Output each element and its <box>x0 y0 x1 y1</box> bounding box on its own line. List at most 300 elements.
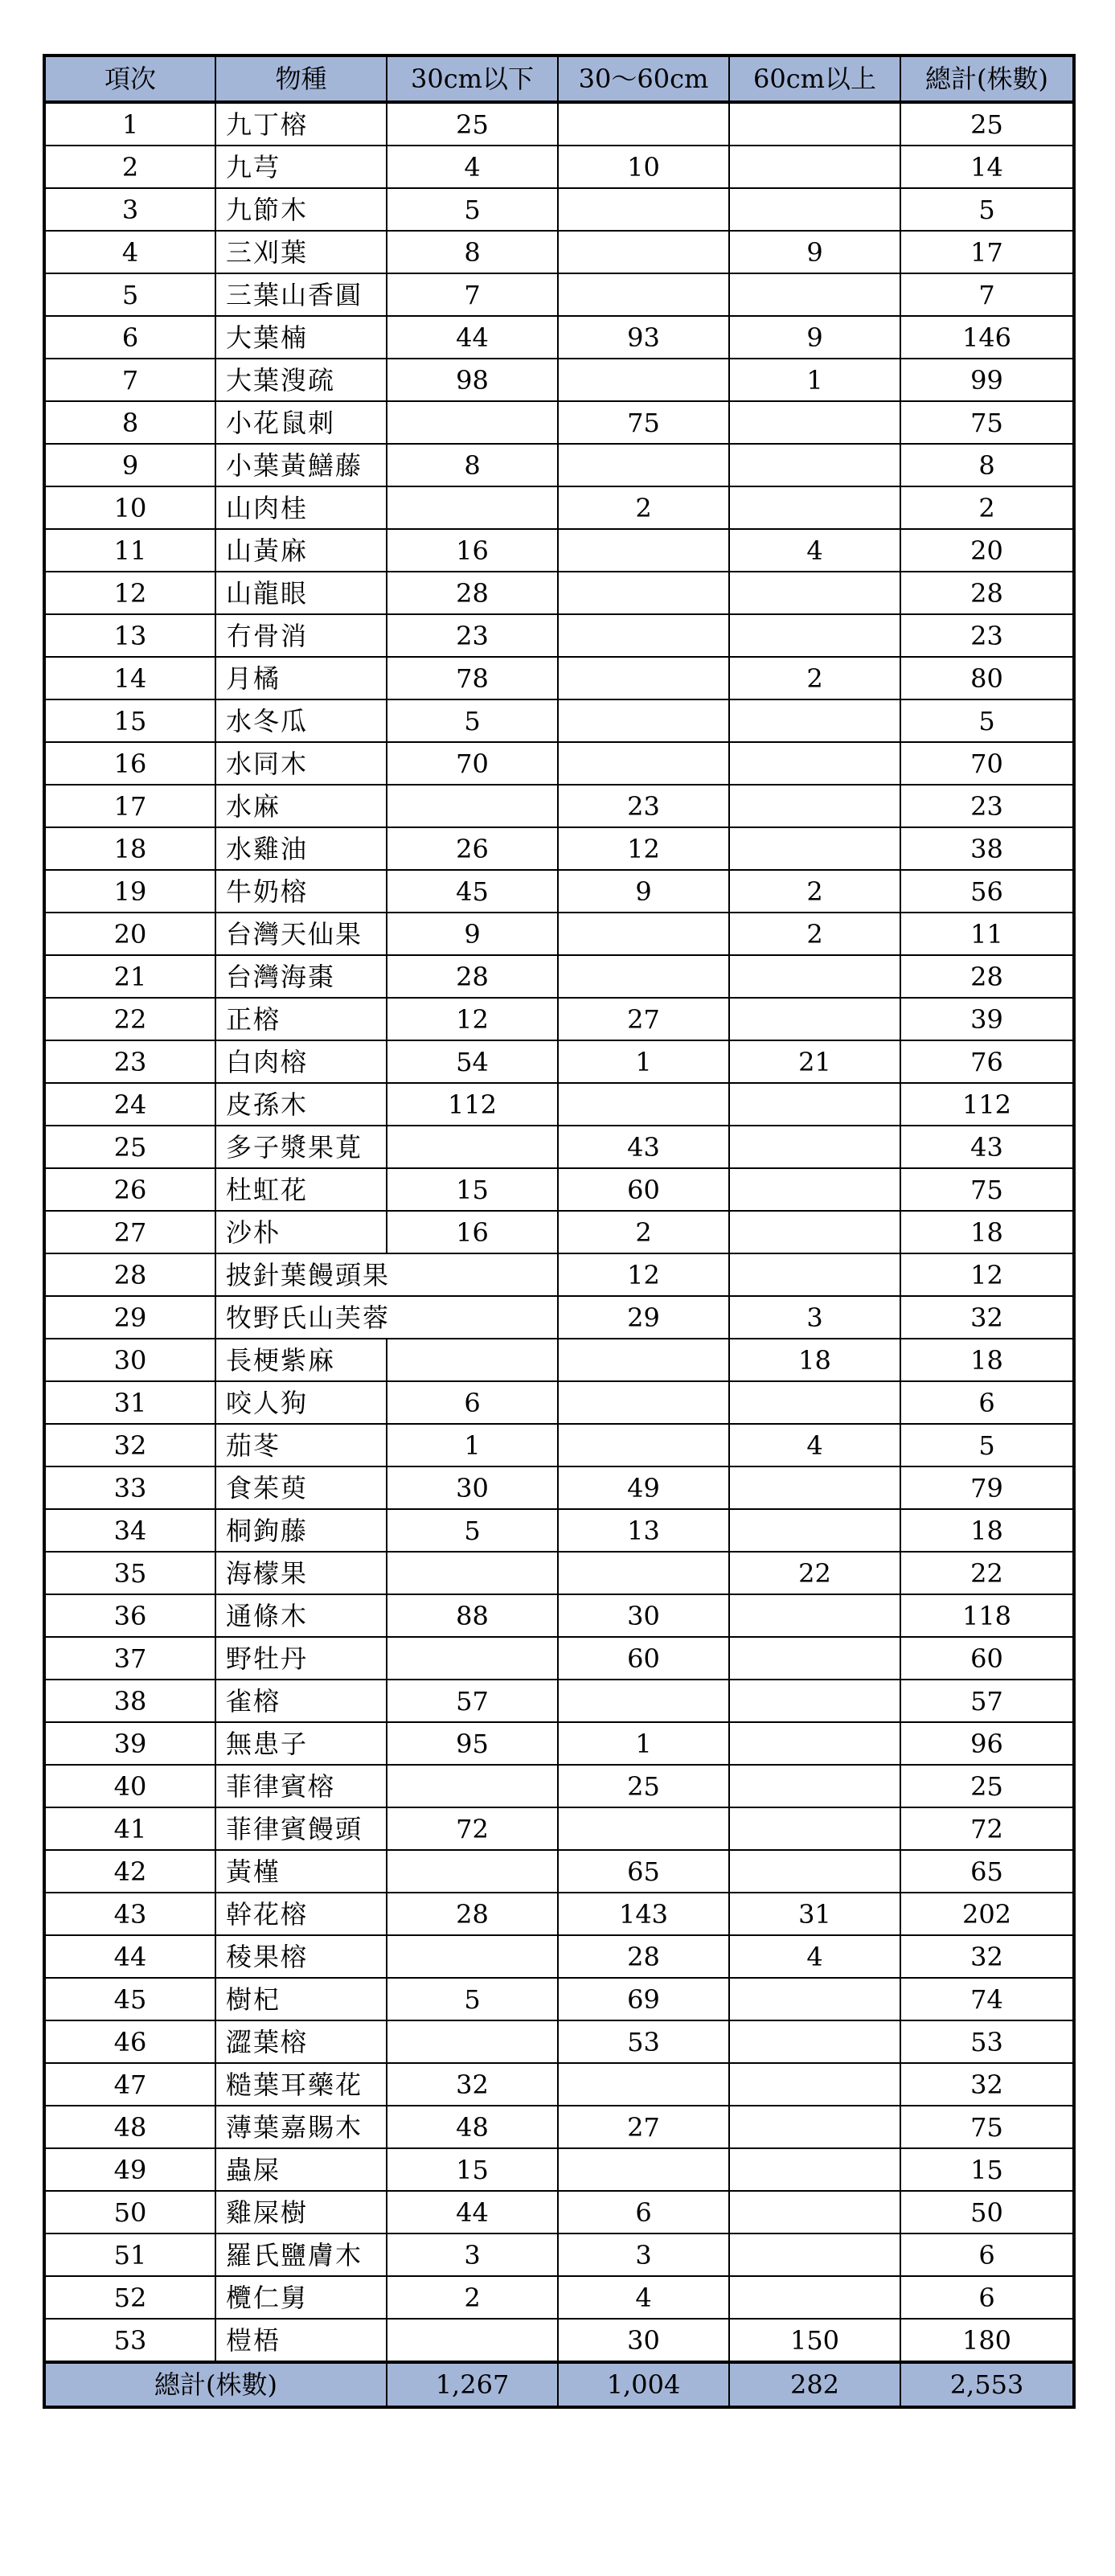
row-total: 80 <box>900 657 1074 699</box>
row-index: 41 <box>44 1807 215 1850</box>
row-total: 2 <box>900 486 1074 529</box>
table-row <box>44 529 1074 572</box>
count-30-60cm: 60 <box>558 1637 729 1680</box>
count-over-60cm <box>729 1083 900 1126</box>
count-30-60cm <box>558 529 729 572</box>
count-under-30cm: 112 <box>387 1083 558 1126</box>
species-name: 黃槿 <box>215 1850 387 1893</box>
count-under-30cm: 78 <box>387 657 558 699</box>
count-over-60cm <box>729 102 900 146</box>
count-under-30cm: 5 <box>387 188 558 231</box>
row-total: 6 <box>900 2276 1074 2319</box>
row-total: 180 <box>900 2319 1074 2362</box>
count-30-60cm: 29 <box>558 1296 729 1339</box>
row-index: 13 <box>44 614 215 657</box>
row-total: 76 <box>900 1040 1074 1083</box>
count-over-60cm: 4 <box>729 1424 900 1466</box>
count-under-30cm <box>387 1126 558 1168</box>
count-under-30cm: 9 <box>387 913 558 955</box>
count-over-60cm: 21 <box>729 1040 900 1083</box>
row-total: 11 <box>900 913 1074 955</box>
row-total: 18 <box>900 1211 1074 1253</box>
species-name: 薄葉嘉賜木 <box>215 2106 387 2148</box>
table-row <box>44 1253 1074 1296</box>
species-name: 山肉桂 <box>215 486 387 529</box>
count-30-60cm <box>558 699 729 742</box>
header-30-60cm: 30～60cm <box>558 55 729 102</box>
table-row <box>44 1637 1074 1680</box>
table-row <box>44 1765 1074 1807</box>
grand-total: 2,553 <box>900 2362 1074 2407</box>
count-over-60cm: 22 <box>729 1552 900 1594</box>
row-total: 32 <box>900 1935 1074 1978</box>
count-over-60cm: 4 <box>729 1935 900 1978</box>
count-30-60cm <box>558 2148 729 2191</box>
species-name: 小葉黃鱔藤 <box>215 444 387 486</box>
count-30-60cm <box>558 1680 729 1722</box>
row-total: 202 <box>900 1893 1074 1935</box>
row-index: 10 <box>44 486 215 529</box>
row-total: 43 <box>900 1126 1074 1168</box>
header-species: 物種 <box>215 55 387 102</box>
species-name: 稜果榕 <box>215 1935 387 1978</box>
count-over-60cm <box>729 2233 900 2276</box>
table-header <box>44 55 1074 102</box>
species-name: 杜虹花 <box>215 1168 387 1211</box>
count-30-60cm <box>558 1083 729 1126</box>
species-name: 榿梧 <box>215 2319 387 2362</box>
table-row <box>44 486 1074 529</box>
count-30-60cm: 9 <box>558 870 729 913</box>
species-name: 蟲屎 <box>215 2148 387 2191</box>
species-name: 雞屎樹 <box>215 2191 387 2233</box>
count-30-60cm <box>558 572 729 614</box>
count-over-60cm <box>729 614 900 657</box>
row-index: 18 <box>44 827 215 870</box>
count-30-60cm: 3 <box>558 2233 729 2276</box>
count-under-30cm: 70 <box>387 742 558 785</box>
table-row <box>44 785 1074 827</box>
count-over-60cm <box>729 572 900 614</box>
header-total: 總計(株數) <box>900 55 1074 102</box>
count-under-30cm: 28 <box>387 1893 558 1935</box>
count-under-30cm: 5 <box>387 699 558 742</box>
table-row <box>44 2063 1074 2106</box>
table-row <box>44 614 1074 657</box>
table-row <box>44 1381 1074 1424</box>
row-index: 31 <box>44 1381 215 1424</box>
count-under-30cm: 7 <box>387 273 558 316</box>
row-total: 18 <box>900 1509 1074 1552</box>
table-row <box>44 188 1074 231</box>
count-30-60cm: 10 <box>558 146 729 188</box>
species-name: 台灣海棗 <box>215 955 387 998</box>
header-over-60cm: 60cm以上 <box>729 55 900 102</box>
species-name: 欖仁舅 <box>215 2276 387 2319</box>
count-under-30cm <box>387 2319 558 2362</box>
table-row <box>44 1807 1074 1850</box>
row-total: 79 <box>900 1466 1074 1509</box>
table-row <box>44 1296 1074 1339</box>
table-row <box>44 1893 1074 1935</box>
count-over-60cm <box>729 401 900 444</box>
table-row <box>44 2319 1074 2362</box>
row-total: 74 <box>900 1978 1074 2020</box>
count-under-30cm: 1 <box>387 1424 558 1466</box>
row-total: 15 <box>900 2148 1074 2191</box>
species-name: 水麻 <box>215 785 387 827</box>
count-under-30cm: 28 <box>387 572 558 614</box>
table-row <box>44 1466 1074 1509</box>
count-over-60cm: 2 <box>729 870 900 913</box>
count-over-60cm <box>729 955 900 998</box>
species-name: 水同木 <box>215 742 387 785</box>
row-total: 50 <box>900 2191 1074 2233</box>
count-under-30cm <box>387 486 558 529</box>
row-total: 22 <box>900 1552 1074 1594</box>
row-total: 65 <box>900 1850 1074 1893</box>
species-name: 通條木 <box>215 1594 387 1637</box>
table-row <box>44 2106 1074 2148</box>
count-under-30cm <box>387 1850 558 1893</box>
count-30-60cm: 43 <box>558 1126 729 1168</box>
species-name: 山龍眼 <box>215 572 387 614</box>
species-name: 澀葉榕 <box>215 2020 387 2063</box>
species-name: 皮孫木 <box>215 1083 387 1126</box>
count-30-60cm: 65 <box>558 1850 729 1893</box>
count-30-60cm <box>558 359 729 401</box>
table-row <box>44 1339 1074 1381</box>
table-row <box>44 1424 1074 1466</box>
species-name: 茄苳 <box>215 1424 387 1466</box>
count-30-60cm <box>558 742 729 785</box>
table-row <box>44 1509 1074 1552</box>
count-under-30cm: 8 <box>387 444 558 486</box>
species-name: 多子漿果莧 <box>215 1126 387 1168</box>
table-row <box>44 1935 1074 1978</box>
row-total: 56 <box>900 870 1074 913</box>
count-under-30cm: 3 <box>387 2233 558 2276</box>
count-30-60cm: 1 <box>558 1040 729 1083</box>
species-name: 大葉溲疏 <box>215 359 387 401</box>
row-total: 53 <box>900 2020 1074 2063</box>
species-name: 冇骨消 <box>215 614 387 657</box>
species-name: 沙朴 <box>215 1211 387 1253</box>
count-30-60cm <box>558 188 729 231</box>
count-30-60cm <box>558 444 729 486</box>
row-index: 21 <box>44 955 215 998</box>
table-row <box>44 401 1074 444</box>
row-total: 28 <box>900 955 1074 998</box>
row-index: 22 <box>44 998 215 1040</box>
count-30-60cm <box>558 614 729 657</box>
species-name: 菲律賓榕 <box>215 1765 387 1807</box>
row-index: 28 <box>44 1253 215 1296</box>
species-name: 水冬瓜 <box>215 699 387 742</box>
count-30-60cm <box>558 2063 729 2106</box>
row-total: 39 <box>900 998 1074 1040</box>
species-name: 九節木 <box>215 188 387 231</box>
count-over-60cm <box>729 1807 900 1850</box>
species-name: 山黃麻 <box>215 529 387 572</box>
table-row <box>44 1850 1074 1893</box>
species-name: 小花鼠刺 <box>215 401 387 444</box>
count-under-30cm: 98 <box>387 359 558 401</box>
row-total: 75 <box>900 401 1074 444</box>
total-label: 總計(株數) <box>44 2362 387 2407</box>
count-under-30cm: 25 <box>387 102 558 146</box>
count-30-60cm: 25 <box>558 1765 729 1807</box>
count-under-30cm: 95 <box>387 1722 558 1765</box>
row-index: 9 <box>44 444 215 486</box>
count-under-30cm: 54 <box>387 1040 558 1083</box>
count-30-60cm: 60 <box>558 1168 729 1211</box>
row-total: 28 <box>900 572 1074 614</box>
row-index: 19 <box>44 870 215 913</box>
row-total: 75 <box>900 1168 1074 1211</box>
count-over-60cm <box>729 2148 900 2191</box>
table-row <box>44 1722 1074 1765</box>
count-under-30cm: 5 <box>387 1978 558 2020</box>
row-index: 26 <box>44 1168 215 1211</box>
table-row <box>44 870 1074 913</box>
count-30-60cm <box>558 1339 729 1381</box>
table-row <box>44 273 1074 316</box>
count-under-30cm: 4 <box>387 146 558 188</box>
count-over-60cm <box>729 699 900 742</box>
species-name: 咬人狗 <box>215 1381 387 1424</box>
row-index: 5 <box>44 273 215 316</box>
count-30-60cm <box>558 955 729 998</box>
header-under-30cm: 30cm以下 <box>387 55 558 102</box>
row-total: 57 <box>900 1680 1074 1722</box>
count-under-30cm: 30 <box>387 1466 558 1509</box>
row-total: 18 <box>900 1339 1074 1381</box>
row-total: 8 <box>900 444 1074 486</box>
row-index: 47 <box>44 2063 215 2106</box>
row-index: 27 <box>44 1211 215 1253</box>
count-over-60cm <box>729 1381 900 1424</box>
species-name: 九芎 <box>215 146 387 188</box>
row-index: 40 <box>44 1765 215 1807</box>
row-total: 72 <box>900 1807 1074 1850</box>
count-over-60cm <box>729 2020 900 2063</box>
count-under-30cm: 23 <box>387 614 558 657</box>
table-row <box>44 1552 1074 1594</box>
count-30-60cm: 6 <box>558 2191 729 2233</box>
table-row <box>44 572 1074 614</box>
count-30-60cm: 93 <box>558 316 729 359</box>
count-under-30cm <box>387 1339 558 1381</box>
count-under-30cm: 57 <box>387 1680 558 1722</box>
row-total: 23 <box>900 785 1074 827</box>
row-total: 23 <box>900 614 1074 657</box>
count-30-60cm <box>558 1807 729 1850</box>
count-30-60cm: 12 <box>558 1253 729 1296</box>
row-total: 17 <box>900 231 1074 273</box>
species-name: 三刈葉 <box>215 231 387 273</box>
row-index: 2 <box>44 146 215 188</box>
table-row <box>44 316 1074 359</box>
row-index: 4 <box>44 231 215 273</box>
species-name: 海檬果 <box>215 1552 387 1594</box>
species-name: 羅氏鹽膚木 <box>215 2233 387 2276</box>
row-total: 14 <box>900 146 1074 188</box>
count-under-30cm <box>387 1637 558 1680</box>
count-30-60cm <box>558 231 729 273</box>
count-over-60cm: 3 <box>729 1296 900 1339</box>
count-30-60cm: 30 <box>558 1594 729 1637</box>
row-total: 25 <box>900 1765 1074 1807</box>
count-over-60cm <box>729 1509 900 1552</box>
species-name: 披針葉饅頭果 <box>215 1253 387 1296</box>
species-name: 無患子 <box>215 1722 387 1765</box>
count-over-60cm <box>729 1466 900 1509</box>
row-index: 37 <box>44 1637 215 1680</box>
count-under-30cm: 48 <box>387 2106 558 2148</box>
table-row <box>44 1680 1074 1722</box>
row-total: 70 <box>900 742 1074 785</box>
count-under-30cm <box>387 1552 558 1594</box>
species-name: 大葉楠 <box>215 316 387 359</box>
table-row <box>44 146 1074 188</box>
species-name: 水雞油 <box>215 827 387 870</box>
row-index: 14 <box>44 657 215 699</box>
count-30-60cm: 27 <box>558 2106 729 2148</box>
table-footer <box>44 2362 1074 2407</box>
table-row <box>44 827 1074 870</box>
species-name: 月橘 <box>215 657 387 699</box>
count-over-60cm <box>729 1253 900 1296</box>
species-name: 幹花榕 <box>215 1893 387 1935</box>
species-name: 三葉山香圓 <box>215 273 387 316</box>
row-total: 146 <box>900 316 1074 359</box>
count-30-60cm: 1 <box>558 1722 729 1765</box>
count-over-60cm <box>729 146 900 188</box>
count-over-60cm <box>729 1765 900 1807</box>
table-body <box>44 102 1074 2362</box>
count-under-30cm <box>387 1765 558 1807</box>
table-row <box>44 913 1074 955</box>
count-over-60cm <box>729 1126 900 1168</box>
row-index: 45 <box>44 1978 215 2020</box>
count-over-60cm: 31 <box>729 1893 900 1935</box>
species-name: 牧野氏山芙蓉 <box>215 1296 387 1339</box>
count-over-60cm <box>729 273 900 316</box>
table-row <box>44 742 1074 785</box>
table-row <box>44 998 1074 1040</box>
row-index: 8 <box>44 401 215 444</box>
count-30-60cm: 143 <box>558 1893 729 1935</box>
count-over-60cm: 4 <box>729 529 900 572</box>
count-30-60cm: 23 <box>558 785 729 827</box>
row-index: 42 <box>44 1850 215 1893</box>
row-total: 6 <box>900 2233 1074 2276</box>
count-over-60cm <box>729 1211 900 1253</box>
row-total: 25 <box>900 102 1074 146</box>
count-over-60cm: 1 <box>729 359 900 401</box>
row-index: 46 <box>44 2020 215 2063</box>
count-over-60cm <box>729 785 900 827</box>
table-row <box>44 359 1074 401</box>
row-index: 3 <box>44 188 215 231</box>
count-under-30cm <box>387 2020 558 2063</box>
table-row <box>44 1126 1074 1168</box>
count-30-60cm: 27 <box>558 998 729 1040</box>
count-30-60cm <box>558 657 729 699</box>
row-index: 24 <box>44 1083 215 1126</box>
row-index: 6 <box>44 316 215 359</box>
table-row <box>44 2020 1074 2063</box>
total-30-60cm: 1,004 <box>558 2362 729 2407</box>
count-under-30cm: 12 <box>387 998 558 1040</box>
count-under-30cm: 2 <box>387 2276 558 2319</box>
count-under-30cm: 44 <box>387 2191 558 2233</box>
row-total: 99 <box>900 359 1074 401</box>
count-under-30cm: 44 <box>387 316 558 359</box>
count-under-30cm: 45 <box>387 870 558 913</box>
species-name: 長梗紫麻 <box>215 1339 387 1381</box>
count-over-60cm <box>729 1680 900 1722</box>
count-30-60cm <box>558 1381 729 1424</box>
row-index: 20 <box>44 913 215 955</box>
row-index: 17 <box>44 785 215 827</box>
row-total: 7 <box>900 273 1074 316</box>
table-row <box>44 444 1074 486</box>
count-30-60cm: 69 <box>558 1978 729 2020</box>
count-30-60cm: 75 <box>558 401 729 444</box>
count-under-30cm: 72 <box>387 1807 558 1850</box>
count-over-60cm <box>729 1168 900 1211</box>
table-row <box>44 1040 1074 1083</box>
row-total: 75 <box>900 2106 1074 2148</box>
table-row <box>44 955 1074 998</box>
count-30-60cm <box>558 913 729 955</box>
row-index: 32 <box>44 1424 215 1466</box>
count-over-60cm <box>729 1722 900 1765</box>
row-index: 51 <box>44 2233 215 2276</box>
count-under-30cm <box>387 785 558 827</box>
header-index: 項次 <box>44 55 215 102</box>
row-total: 6 <box>900 1381 1074 1424</box>
row-total: 38 <box>900 827 1074 870</box>
table-row <box>44 2276 1074 2319</box>
count-over-60cm <box>729 1637 900 1680</box>
row-total: 32 <box>900 2063 1074 2106</box>
row-index: 11 <box>44 529 215 572</box>
count-under-30cm: 88 <box>387 1594 558 1637</box>
species-name: 雀榕 <box>215 1680 387 1722</box>
count-under-30cm: 28 <box>387 955 558 998</box>
row-total: 96 <box>900 1722 1074 1765</box>
count-under-30cm: 6 <box>387 1381 558 1424</box>
count-over-60cm: 9 <box>729 316 900 359</box>
count-under-30cm: 5 <box>387 1509 558 1552</box>
count-30-60cm: 30 <box>558 2319 729 2362</box>
row-index: 23 <box>44 1040 215 1083</box>
row-total: 5 <box>900 699 1074 742</box>
total-row <box>44 2362 1074 2407</box>
count-30-60cm: 13 <box>558 1509 729 1552</box>
count-over-60cm <box>729 1978 900 2020</box>
count-30-60cm: 2 <box>558 486 729 529</box>
row-index: 38 <box>44 1680 215 1722</box>
species-name: 野牡丹 <box>215 1637 387 1680</box>
table-row <box>44 1168 1074 1211</box>
count-over-60cm: 18 <box>729 1339 900 1381</box>
count-over-60cm <box>729 188 900 231</box>
count-over-60cm: 9 <box>729 231 900 273</box>
